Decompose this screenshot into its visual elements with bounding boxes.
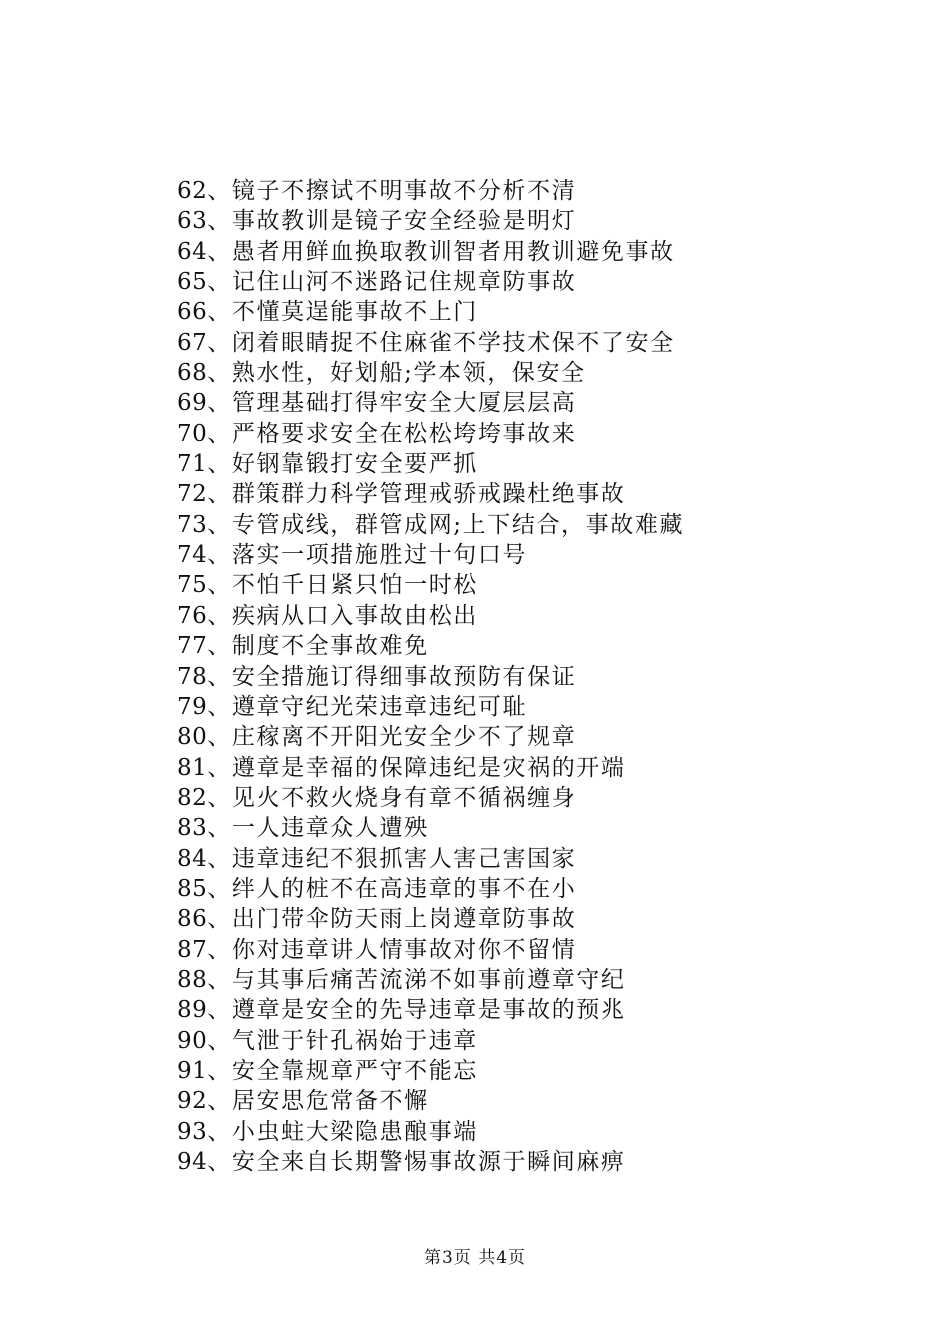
item-text: 落实一项措施胜过十句口号	[231, 542, 528, 569]
item-number: 67	[177, 329, 208, 356]
item-separator: 、	[207, 966, 232, 993]
item-separator: 、	[207, 420, 232, 447]
item-number: 73	[177, 511, 208, 538]
item-number: 85	[177, 875, 208, 902]
list-item	[177, 1086, 877, 1116]
item-number: 91	[177, 1057, 208, 1084]
item-separator: 、	[207, 542, 232, 569]
list-item	[177, 844, 877, 874]
item-number: 63	[177, 208, 208, 235]
item-separator: 、	[207, 602, 232, 629]
item-separator: 、	[207, 936, 232, 963]
item-separator: 、	[207, 1057, 232, 1084]
item-separator: 、	[207, 390, 232, 417]
item-separator: 、	[207, 724, 232, 751]
item-text: 疾病从口入事故由松出	[231, 602, 478, 629]
item-number: 81	[177, 754, 208, 781]
item-text: 庄稼离不开阳光安全少不了规章	[231, 724, 577, 751]
list-item	[177, 935, 877, 965]
item-text: 安全来自长期警惕事故源于瞬间麻痹	[231, 1149, 626, 1175]
list-item	[177, 1056, 877, 1086]
item-number: 68	[177, 360, 208, 387]
item-text: 违章违纪不狠抓害人害己害国家	[231, 845, 577, 872]
item-text: 遵章守纪光荣违章违纪可耻	[231, 693, 528, 720]
item-text: 不怕千日紧只怕一时松	[231, 572, 478, 599]
item-number: 87	[177, 936, 208, 963]
item-number: 86	[177, 906, 208, 933]
item-number: 94	[177, 1149, 208, 1175]
item-number: 88	[177, 966, 208, 993]
item-number: 82	[177, 784, 208, 811]
item-text: 好钢靠锻打安全要严抓	[231, 451, 478, 478]
item-text: 熟水性，好划船;学本领，保安全	[231, 360, 586, 387]
item-separator: 、	[207, 754, 232, 781]
list-item	[177, 904, 877, 934]
item-number: 93	[177, 1118, 208, 1145]
item-text: 安全措施订得细事故预防有保证	[231, 663, 577, 690]
item-text: 与其事后痛苦流涕不如事前遵章守纪	[231, 966, 626, 993]
item-separator: 、	[207, 451, 232, 478]
item-text: 事故教训是镜子安全经验是明灯	[231, 208, 577, 235]
list-item	[177, 995, 877, 1025]
item-separator: 、	[207, 875, 232, 902]
list-item	[177, 176, 877, 206]
item-number: 72	[177, 481, 208, 508]
list-item	[177, 267, 877, 297]
item-number: 66	[177, 299, 208, 326]
item-separator: 、	[207, 663, 232, 690]
list-item	[177, 1026, 877, 1056]
list-item	[177, 388, 877, 418]
list-item	[177, 540, 877, 570]
item-text: 不懂莫逞能事故不上门	[231, 299, 478, 326]
item-number: 77	[177, 633, 208, 660]
item-separator: 、	[207, 572, 232, 599]
item-separator: 、	[207, 511, 232, 538]
item-number: 92	[177, 1088, 208, 1115]
item-separator: 、	[207, 178, 232, 204]
item-number: 65	[177, 269, 208, 296]
list-item	[177, 1117, 877, 1147]
item-number: 78	[177, 663, 208, 690]
item-separator: 、	[207, 693, 232, 720]
item-text: 专管成线，群管成网;上下结合，事故难藏	[231, 511, 685, 538]
item-separator: 、	[207, 815, 232, 842]
item-number: 64	[177, 238, 208, 265]
item-number: 76	[177, 602, 208, 629]
item-number: 75	[177, 572, 208, 599]
item-text: 安全靠规章严守不能忘	[231, 1057, 478, 1084]
item-separator: 、	[207, 1088, 232, 1115]
list-item	[177, 753, 877, 783]
item-separator: 、	[207, 1118, 232, 1145]
list-item	[177, 297, 877, 327]
item-number: 84	[177, 845, 208, 872]
list-item	[177, 874, 877, 904]
list-item	[177, 510, 877, 540]
list-item	[177, 1147, 877, 1177]
item-separator: 、	[207, 906, 232, 933]
item-text: 镜子不擦试不明事故不分析不清	[231, 178, 577, 204]
list-item	[177, 783, 877, 813]
item-text: 管理基础打得牢安全大厦层层高	[231, 390, 577, 417]
item-text: 出门带伞防天雨上岗遵章防事故	[231, 906, 577, 933]
item-number: 70	[177, 420, 208, 447]
item-separator: 、	[207, 299, 232, 326]
item-separator: 、	[207, 784, 232, 811]
list-item	[177, 722, 877, 752]
page-footer: 第3页 共4页	[423, 1248, 527, 1268]
item-separator: 、	[207, 481, 232, 508]
item-separator: 、	[207, 360, 232, 387]
item-separator: 、	[207, 997, 232, 1024]
slogan-list	[177, 176, 877, 1177]
list-item	[177, 419, 877, 449]
list-item	[177, 601, 877, 631]
item-number: 62	[177, 178, 208, 204]
list-item	[177, 631, 877, 661]
item-number: 89	[177, 997, 208, 1024]
item-separator: 、	[207, 1027, 232, 1054]
list-item	[177, 449, 877, 479]
list-item	[177, 813, 877, 843]
list-item	[177, 692, 877, 722]
item-text: 愚者用鲜血换取教训智者用教训避免事故	[231, 238, 675, 265]
item-number: 74	[177, 542, 208, 569]
item-text: 气泄于针孔祸始于违章	[231, 1027, 478, 1054]
item-text: 遵章是幸福的保障违纪是灾祸的开端	[231, 754, 626, 781]
list-item	[177, 328, 877, 358]
item-number: 79	[177, 693, 208, 720]
item-text: 见火不救火烧身有章不循祸缠身	[231, 784, 577, 811]
item-text: 绊人的桩不在高违章的事不在小	[231, 875, 577, 902]
item-text: 小虫蛀大梁隐患酿事端	[231, 1118, 478, 1145]
list-item	[177, 479, 877, 509]
item-text: 一人违章众人遭殃	[231, 815, 429, 842]
item-text: 制度不全事故难免	[231, 633, 429, 660]
item-separator: 、	[207, 329, 232, 356]
item-separator: 、	[207, 269, 232, 296]
item-number: 80	[177, 724, 208, 751]
item-text: 严格要求安全在松松垮垮事故来	[231, 420, 577, 447]
item-text: 记住山河不迷路记住规章防事故	[231, 269, 577, 296]
item-separator: 、	[207, 1149, 232, 1175]
item-text: 居安思危常备不懈	[231, 1088, 429, 1115]
item-text: 群策群力科学管理戒骄戒躁杜绝事故	[231, 481, 626, 508]
list-item	[177, 570, 877, 600]
item-number: 83	[177, 815, 208, 842]
item-number: 71	[177, 451, 208, 478]
item-number: 69	[177, 390, 208, 417]
item-text: 你对违章讲人情事故对你不留情	[231, 936, 577, 963]
list-item	[177, 965, 877, 995]
item-separator: 、	[207, 208, 232, 235]
item-separator: 、	[207, 633, 232, 660]
item-separator: 、	[207, 238, 232, 265]
item-text: 闭着眼睛捉不住麻雀不学技术保不了安全	[231, 329, 675, 356]
item-separator: 、	[207, 845, 232, 872]
list-item	[177, 662, 877, 692]
item-number: 90	[177, 1027, 208, 1054]
list-item	[177, 358, 877, 388]
list-item	[177, 237, 877, 267]
list-item	[177, 206, 877, 236]
item-text: 遵章是安全的先导违章是事故的预兆	[231, 997, 626, 1024]
